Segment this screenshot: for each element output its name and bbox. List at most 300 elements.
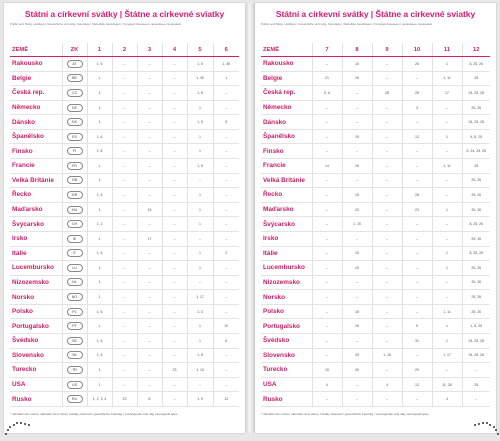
holiday-date-cell: – xyxy=(432,275,462,290)
holiday-date-cell: 15 xyxy=(342,304,372,319)
holiday-date-cell: – xyxy=(137,129,162,144)
holiday-date-cell: 1 xyxy=(87,202,112,217)
holiday-date-cell: – xyxy=(137,173,162,188)
holiday-date-cell: – xyxy=(112,217,137,232)
table-row xyxy=(261,100,490,115)
country-name: Dánsko xyxy=(261,115,312,130)
holiday-date-cell: 25, 26 xyxy=(462,231,490,246)
holiday-date-cell: 25, 26 xyxy=(462,100,490,115)
country-code-badge: FI xyxy=(67,147,83,155)
ribbon-dot xyxy=(7,429,9,431)
holiday-date-cell: 1, 6 xyxy=(87,304,112,319)
country-name: Švýcarsko xyxy=(261,217,312,232)
country-name: Belgie xyxy=(10,71,62,86)
holiday-date-cell: – xyxy=(162,348,187,363)
holiday-date-cell: – xyxy=(312,275,342,290)
page-footer-right: * náhradní den volna | náhradný deň voľna | holiday observed | gesetzlicher Feiertag | vervangende vrije dag | выходной день xyxy=(261,412,429,416)
holiday-date-cell: – xyxy=(372,57,402,72)
ribbon-dot xyxy=(495,429,497,431)
holiday-date-cell: – xyxy=(112,129,137,144)
holiday-date-cell: – xyxy=(402,290,432,305)
holiday-date-cell: – xyxy=(402,159,432,174)
holiday-date-cell: – xyxy=(213,275,239,290)
table-row xyxy=(261,304,490,319)
holiday-date-cell: 1, 9 xyxy=(187,392,213,407)
holiday-date-cell: – xyxy=(372,290,402,305)
holiday-date-cell: – xyxy=(402,348,432,363)
holiday-date-cell: – xyxy=(162,333,187,348)
holiday-date-cell: – xyxy=(137,57,162,72)
ribbon-dot xyxy=(13,424,15,426)
holiday-date-cell: 5 xyxy=(402,319,432,334)
holiday-date-cell: – xyxy=(187,173,213,188)
holiday-date-cell: 1, 6 xyxy=(87,57,112,72)
holiday-date-cell: – xyxy=(312,333,342,348)
country-code-badge: CZ xyxy=(67,89,83,97)
column-header: ZEMĚ xyxy=(261,43,312,57)
holiday-date-cell: – xyxy=(342,231,372,246)
table-row xyxy=(261,275,490,290)
holiday-date-cell: – xyxy=(162,144,187,159)
holiday-date-cell: – xyxy=(162,115,187,130)
holiday-date-cell: 1 xyxy=(187,261,213,276)
country-name: Turecko xyxy=(261,363,312,378)
country-code-cell xyxy=(62,188,87,203)
holiday-date-cell: – xyxy=(432,290,462,305)
country-name: Česká rep. xyxy=(10,86,62,101)
holiday-date-cell: – xyxy=(342,392,372,407)
ribbon-dot xyxy=(5,433,7,435)
holiday-date-cell: 1 xyxy=(87,363,112,378)
holiday-date-cell: – xyxy=(372,71,402,86)
table-row xyxy=(261,129,490,144)
page-footer-left: * náhradní den volna | náhradný deň voľna | holiday observed | gesetzlicher Feiertag | vervangende vrije dag | выходной день xyxy=(10,412,178,416)
country-code-badge: NO xyxy=(67,293,83,301)
table-row xyxy=(261,188,490,203)
country-name: Nizozemsko xyxy=(261,275,312,290)
holiday-date-cell: – xyxy=(162,129,187,144)
holiday-date-cell: 1 xyxy=(87,71,112,86)
country-code-badge: PL xyxy=(67,308,83,316)
holiday-date-cell: 29 xyxy=(342,348,372,363)
holiday-date-cell: – xyxy=(432,100,462,115)
holiday-date-cell: – xyxy=(402,246,432,261)
holiday-date-cell: – xyxy=(112,173,137,188)
holiday-date-cell: 1 xyxy=(87,275,112,290)
holiday-date-cell: – xyxy=(372,363,402,378)
country-name: Slovensko xyxy=(261,348,312,363)
country-name: Portugalsko xyxy=(10,319,62,334)
column-header: 4 xyxy=(162,43,187,57)
holiday-date-cell: – xyxy=(312,231,342,246)
holiday-date-cell: – xyxy=(372,202,402,217)
holiday-date-cell: 1, 11 xyxy=(432,159,462,174)
country-code-cell xyxy=(62,86,87,101)
holiday-date-cell: – xyxy=(312,217,342,232)
holiday-date-cell: 1 xyxy=(87,231,112,246)
country-code-badge: RU xyxy=(67,395,83,403)
holiday-date-cell: 25 xyxy=(462,159,490,174)
holiday-date-cell: – xyxy=(462,363,490,378)
table-row xyxy=(10,115,239,130)
holiday-date-cell: – xyxy=(137,363,162,378)
holiday-date-cell: 28 xyxy=(402,86,432,101)
table-row xyxy=(10,217,239,232)
country-code-badge: GB xyxy=(67,176,83,184)
holiday-date-cell: – xyxy=(312,290,342,305)
holiday-date-cell: 1, 8 xyxy=(187,348,213,363)
holiday-date-cell: – xyxy=(372,246,402,261)
table-row xyxy=(10,319,239,334)
table-row xyxy=(10,202,239,217)
table-row xyxy=(10,275,239,290)
country-code-cell xyxy=(62,363,87,378)
country-code-badge: DK xyxy=(67,118,83,126)
country-name: Slovensko xyxy=(10,348,62,363)
holiday-date-cell: – xyxy=(137,217,162,232)
holiday-date-cell: 1 xyxy=(432,246,462,261)
holiday-date-cell: 11, 26 xyxy=(432,377,462,392)
holiday-date-cell: – xyxy=(137,261,162,276)
table-row xyxy=(261,57,490,72)
holiday-date-cell: 1 xyxy=(187,319,213,334)
holiday-date-cell: 1 xyxy=(87,261,112,276)
ribbon-dot xyxy=(493,426,495,428)
holiday-date-cell: – xyxy=(162,392,187,407)
holiday-date-cell: – xyxy=(312,173,342,188)
page-subtitle-right: Public and Relig. Holidays | Gesetzliche und relig. Feiertage | Wettelijke feestdagen | Государственные и церковные праздники xyxy=(261,22,433,26)
holiday-date-cell: 10 xyxy=(213,319,239,334)
holiday-date-cell: – xyxy=(213,202,239,217)
holiday-date-cell: – xyxy=(312,261,342,276)
country-name: Velká Británie xyxy=(10,173,62,188)
holiday-date-cell: 1, 3 xyxy=(187,304,213,319)
holiday-date-cell: 12 xyxy=(213,392,239,407)
holiday-date-cell: – xyxy=(112,115,137,130)
holiday-date-cell: 1, 30 xyxy=(187,71,213,86)
holiday-date-cell: 1 xyxy=(187,129,213,144)
column-header: ZEMĚ xyxy=(10,43,62,57)
holiday-date-cell: 1, 17 xyxy=(187,290,213,305)
table-row xyxy=(261,217,490,232)
holiday-date-cell: – xyxy=(372,304,402,319)
table-row xyxy=(261,333,490,348)
country-name: Norsko xyxy=(10,290,62,305)
table-row xyxy=(261,290,490,305)
holiday-date-cell: – xyxy=(342,377,372,392)
holiday-date-cell: 6 xyxy=(213,333,239,348)
holiday-date-cell: 1 xyxy=(87,86,112,101)
holiday-date-cell: 8, 25, 26 xyxy=(462,57,490,72)
country-code-badge: LU xyxy=(67,264,83,272)
holiday-date-cell: – xyxy=(162,57,187,72)
country-code-cell xyxy=(62,231,87,246)
country-name: Německo xyxy=(261,100,312,115)
holiday-date-cell: – xyxy=(112,159,137,174)
table-row xyxy=(261,348,490,363)
table-row xyxy=(261,319,490,334)
holiday-date-cell: – xyxy=(213,348,239,363)
holiday-date-cell: – xyxy=(137,188,162,203)
holiday-date-cell: – xyxy=(402,115,432,130)
page-subtitle-left: Public and Relig. Holidays | Gesetzliche und relig. Feiertage | Wettelijke feestdagen | Государственные и церковные праздники xyxy=(10,22,182,26)
country-name: Rakousko xyxy=(10,57,62,72)
table-row xyxy=(10,333,239,348)
holiday-date-cell: 25, 26 xyxy=(462,173,490,188)
country-name: Rusko xyxy=(261,392,312,407)
holiday-date-cell: – xyxy=(402,144,432,159)
holiday-date-cell: 25 xyxy=(462,377,490,392)
country-code-badge: FR xyxy=(67,162,83,170)
country-name: Švýcarsko xyxy=(10,217,62,232)
table-row xyxy=(10,363,239,378)
holiday-date-cell: 24, 25, 26 xyxy=(462,86,490,101)
table-row xyxy=(10,86,239,101)
country-name: Irsko xyxy=(10,231,62,246)
holiday-date-cell: – xyxy=(187,377,213,392)
country-name: Německo xyxy=(10,100,62,115)
country-name: Irsko xyxy=(261,231,312,246)
holiday-date-cell: 1, 8 xyxy=(187,159,213,174)
table-row xyxy=(10,71,239,86)
holiday-date-cell: – xyxy=(402,231,432,246)
country-name: Polsko xyxy=(261,304,312,319)
holiday-date-cell: – xyxy=(162,290,187,305)
holiday-date-cell: – xyxy=(137,275,162,290)
country-name: Finsko xyxy=(261,144,312,159)
holiday-date-cell: – xyxy=(213,159,239,174)
column-header: 3 xyxy=(137,43,162,57)
holiday-date-cell: 28 xyxy=(372,86,402,101)
holiday-date-cell: – xyxy=(402,392,432,407)
country-code-badge: PT xyxy=(67,322,83,330)
holiday-date-cell: 1, 11 xyxy=(432,304,462,319)
holiday-date-cell: – xyxy=(402,275,432,290)
holiday-table-right xyxy=(261,43,490,407)
holiday-date-cell: 1 xyxy=(87,377,112,392)
holiday-date-cell: – xyxy=(187,231,213,246)
country-code-cell xyxy=(62,246,87,261)
holiday-date-cell: – xyxy=(112,246,137,261)
holiday-date-cell: 1 xyxy=(187,144,213,159)
holiday-date-cell: – xyxy=(342,275,372,290)
holiday-date-cell: – xyxy=(112,100,137,115)
country-code-cell xyxy=(62,173,87,188)
left-page xyxy=(4,3,245,433)
holiday-date-cell: 23 xyxy=(162,363,187,378)
holiday-date-cell: 17 xyxy=(432,86,462,101)
holiday-date-cell: – xyxy=(112,275,137,290)
holiday-date-cell: – xyxy=(213,261,239,276)
holiday-date-cell: – xyxy=(213,377,239,392)
holiday-date-cell: – xyxy=(137,100,162,115)
holiday-date-cell: 15 xyxy=(342,261,372,276)
holiday-date-cell: – xyxy=(162,261,187,276)
holiday-date-cell: – xyxy=(372,231,402,246)
country-name: Francie xyxy=(261,159,312,174)
country-code-badge: NL xyxy=(67,278,83,286)
country-name: USA xyxy=(10,377,62,392)
holiday-date-cell: – xyxy=(342,115,372,130)
holiday-date-cell: – xyxy=(462,392,490,407)
holiday-date-cell: 25, 26 xyxy=(462,202,490,217)
column-header: 11 xyxy=(432,43,462,57)
country-name: Lucembursko xyxy=(261,261,312,276)
country-name: Řecko xyxy=(261,188,312,203)
holiday-date-cell: – xyxy=(112,290,137,305)
holiday-date-cell: 1 xyxy=(213,71,239,86)
country-code-cell xyxy=(62,261,87,276)
holiday-date-cell: 1, 2 xyxy=(87,217,112,232)
country-code-cell xyxy=(62,115,87,130)
holiday-date-cell: – xyxy=(213,188,239,203)
table-row xyxy=(10,246,239,261)
holiday-date-cell: – xyxy=(137,304,162,319)
holiday-date-cell: 1, 6 xyxy=(87,129,112,144)
table-row xyxy=(10,392,239,407)
table-row xyxy=(10,377,239,392)
holiday-date-cell: – xyxy=(162,173,187,188)
country-code-cell xyxy=(62,202,87,217)
holiday-date-cell: 15 xyxy=(342,57,372,72)
holiday-date-cell: – xyxy=(213,290,239,305)
holiday-date-cell: 31 xyxy=(402,333,432,348)
table-row xyxy=(261,115,490,130)
holiday-date-cell: – xyxy=(213,86,239,101)
holiday-date-cell: 12 xyxy=(402,129,432,144)
ribbon-dot xyxy=(478,423,480,425)
holiday-date-cell: – xyxy=(213,100,239,115)
country-name: USA xyxy=(261,377,312,392)
table-row xyxy=(10,304,239,319)
holiday-date-cell: – xyxy=(402,304,432,319)
holiday-date-cell: – xyxy=(112,333,137,348)
holiday-date-cell: – xyxy=(213,217,239,232)
country-code-cell xyxy=(62,57,87,72)
table-row xyxy=(261,261,490,276)
holiday-date-cell: 15 xyxy=(137,202,162,217)
holiday-date-cell: – xyxy=(312,57,342,72)
holiday-date-cell: – xyxy=(402,71,432,86)
table-row xyxy=(10,57,239,72)
holiday-date-cell: 1 xyxy=(87,159,112,174)
table-row xyxy=(10,348,239,363)
country-code-badge: TR xyxy=(67,366,83,374)
page-title-left: Státní a církevní svátky | Štátne a cirkevné sviatky xyxy=(24,9,225,19)
holiday-date-cell: – xyxy=(372,319,402,334)
holiday-date-cell: – xyxy=(432,144,462,159)
holiday-date-cell: 15 xyxy=(342,319,372,334)
holiday-date-cell: – xyxy=(112,348,137,363)
holiday-date-cell: 1, 17 xyxy=(432,348,462,363)
country-code-cell xyxy=(62,333,87,348)
holiday-date-cell: 21 xyxy=(312,71,342,86)
holiday-date-cell: – xyxy=(162,377,187,392)
holiday-date-cell: 25, 26 xyxy=(462,188,490,203)
holiday-date-cell: 1, 2, 3, 4 xyxy=(87,392,112,407)
right-page xyxy=(255,3,496,433)
holiday-date-cell: – xyxy=(342,144,372,159)
holiday-date-cell: – xyxy=(162,231,187,246)
holiday-date-cell: 1, 6 xyxy=(87,144,112,159)
country-code-badge: IT xyxy=(67,249,83,257)
holiday-date-cell: – xyxy=(112,377,137,392)
holiday-date-cell: – xyxy=(112,188,137,203)
holiday-date-cell: – xyxy=(312,202,342,217)
country-code-cell xyxy=(62,129,87,144)
holiday-date-cell: 1, 8 xyxy=(187,86,213,101)
country-code-cell xyxy=(62,319,87,334)
country-code-badge: IE xyxy=(67,235,83,243)
holiday-date-cell: 25, 26 xyxy=(462,290,490,305)
holiday-date-cell: – xyxy=(312,188,342,203)
holiday-date-cell: 20 xyxy=(342,202,372,217)
holiday-date-cell: 1, 30 xyxy=(213,57,239,72)
holiday-date-cell: 8 xyxy=(137,392,162,407)
holiday-date-cell: 6, 8, 25 xyxy=(462,129,490,144)
country-name: Itálie xyxy=(10,246,62,261)
country-name: Itálie xyxy=(261,246,312,261)
column-header: 6 xyxy=(213,43,239,57)
holiday-date-cell: – xyxy=(137,333,162,348)
table-row xyxy=(10,290,239,305)
country-code-cell xyxy=(62,377,87,392)
holiday-date-cell: 1 xyxy=(432,261,462,276)
country-code-cell xyxy=(62,144,87,159)
holiday-date-cell: – xyxy=(112,57,137,72)
holiday-date-cell: – xyxy=(162,71,187,86)
holiday-date-cell: 1 xyxy=(87,319,112,334)
holiday-date-cell: – xyxy=(372,173,402,188)
holiday-date-cell: – xyxy=(112,261,137,276)
holiday-date-cell: – xyxy=(342,290,372,305)
country-code-badge: BE xyxy=(67,74,83,82)
country-code-badge: GR xyxy=(67,191,83,199)
holiday-date-cell: – xyxy=(342,100,372,115)
country-name: Nizozemsko xyxy=(10,275,62,290)
table-header-row xyxy=(10,43,239,57)
holiday-date-cell: 28 xyxy=(402,188,432,203)
holiday-date-cell: – xyxy=(213,304,239,319)
table-row xyxy=(10,261,239,276)
country-code-badge: US xyxy=(67,381,83,389)
holiday-date-cell: 26 xyxy=(402,57,432,72)
table-row xyxy=(10,159,239,174)
holiday-date-cell: – xyxy=(213,231,239,246)
table-row xyxy=(261,202,490,217)
holiday-date-cell: 1 xyxy=(432,319,462,334)
holiday-date-cell: – xyxy=(162,319,187,334)
table-row xyxy=(261,231,490,246)
holiday-date-cell: – xyxy=(162,100,187,115)
holiday-date-cell: 24, 25, 26 xyxy=(462,348,490,363)
country-name: Španělsko xyxy=(10,129,62,144)
holiday-date-cell: 1, 6 xyxy=(87,188,112,203)
country-code-cell xyxy=(62,348,87,363)
holiday-date-cell: 14 xyxy=(312,159,342,174)
holiday-date-cell: – xyxy=(432,188,462,203)
country-code-badge: SK xyxy=(67,351,83,359)
holiday-date-cell: – xyxy=(312,246,342,261)
holiday-date-cell: – xyxy=(162,86,187,101)
holiday-date-cell: – xyxy=(372,217,402,232)
ribbon-dot xyxy=(497,433,499,435)
country-code-cell xyxy=(62,290,87,305)
table-row xyxy=(261,392,490,407)
country-code-cell xyxy=(62,217,87,232)
holiday-date-cell: 25, 26 xyxy=(462,275,490,290)
holiday-date-cell: 30 xyxy=(342,363,372,378)
